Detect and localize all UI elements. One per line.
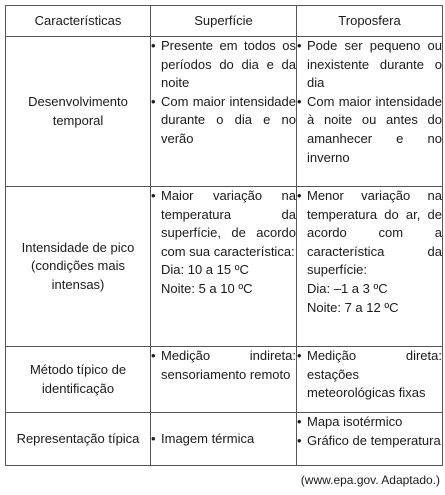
header-surface: Superfície	[151, 6, 297, 37]
surface-cell	[151, 413, 297, 466]
surface-cell	[151, 347, 297, 413]
list-item: • Maior variação na temperatura da superfície, de acordo com sua característica:	[151, 187, 296, 261]
surface-cell	[151, 37, 297, 187]
troposphere-day-value: Dia: –1 a 3 ºC	[307, 280, 388, 296]
surface-night-value: Noite: 5 a 10 ºC	[161, 280, 253, 296]
list-item: • Mapa isotérmico	[297, 413, 442, 432]
header-row	[6, 6, 443, 37]
row-label: Representação típica	[6, 413, 151, 466]
list-item: • Presente em todos os períodos do dia e da noite	[151, 37, 296, 93]
list-item: • Pode ser pequeno ou inexistente durante o dia	[297, 37, 442, 93]
list-item: • Medição direta: estações meteorológicas fixas	[297, 347, 442, 403]
list-item: • Gráfico de temperatura	[297, 432, 442, 451]
row-label: Intensidade de pico (condições mais intensas)	[6, 187, 151, 347]
source-citation: (www.epa.gov. Adaptado.)	[300, 473, 440, 487]
troposphere-cell	[297, 187, 443, 347]
surface-cell	[151, 187, 297, 347]
comparison-table	[5, 5, 443, 466]
row-label: Desenvolvimento temporal	[6, 37, 151, 187]
table-row	[6, 413, 443, 466]
troposphere-cell	[297, 37, 443, 187]
list-item: • Menor variação na temperatura do ar, de acordo com a característica da superfície:	[297, 187, 442, 280]
list-item: • Com maior intensidade à noite ou antes do amanhecer e no inverno	[297, 93, 442, 167]
troposphere-cell	[297, 347, 443, 413]
table-row	[6, 347, 443, 413]
header-troposphere: Troposfera	[297, 6, 443, 37]
list-item: • Com maior intensidade durante o dia e no verão	[151, 93, 296, 149]
table-row	[6, 37, 443, 187]
list-item: • Imagem térmica	[151, 430, 296, 449]
row-label: Método típico de identificação	[6, 347, 151, 413]
surface-day-value: Dia: 10 a 15 ºC	[161, 262, 249, 278]
list-item: • Medição indireta: sensoriamento remoto	[151, 347, 296, 384]
header-characteristics: Características	[6, 6, 151, 37]
table-row	[6, 187, 443, 347]
troposphere-night-value: Noite: 7 a 12 ºC	[307, 299, 399, 315]
troposphere-cell	[297, 413, 443, 466]
